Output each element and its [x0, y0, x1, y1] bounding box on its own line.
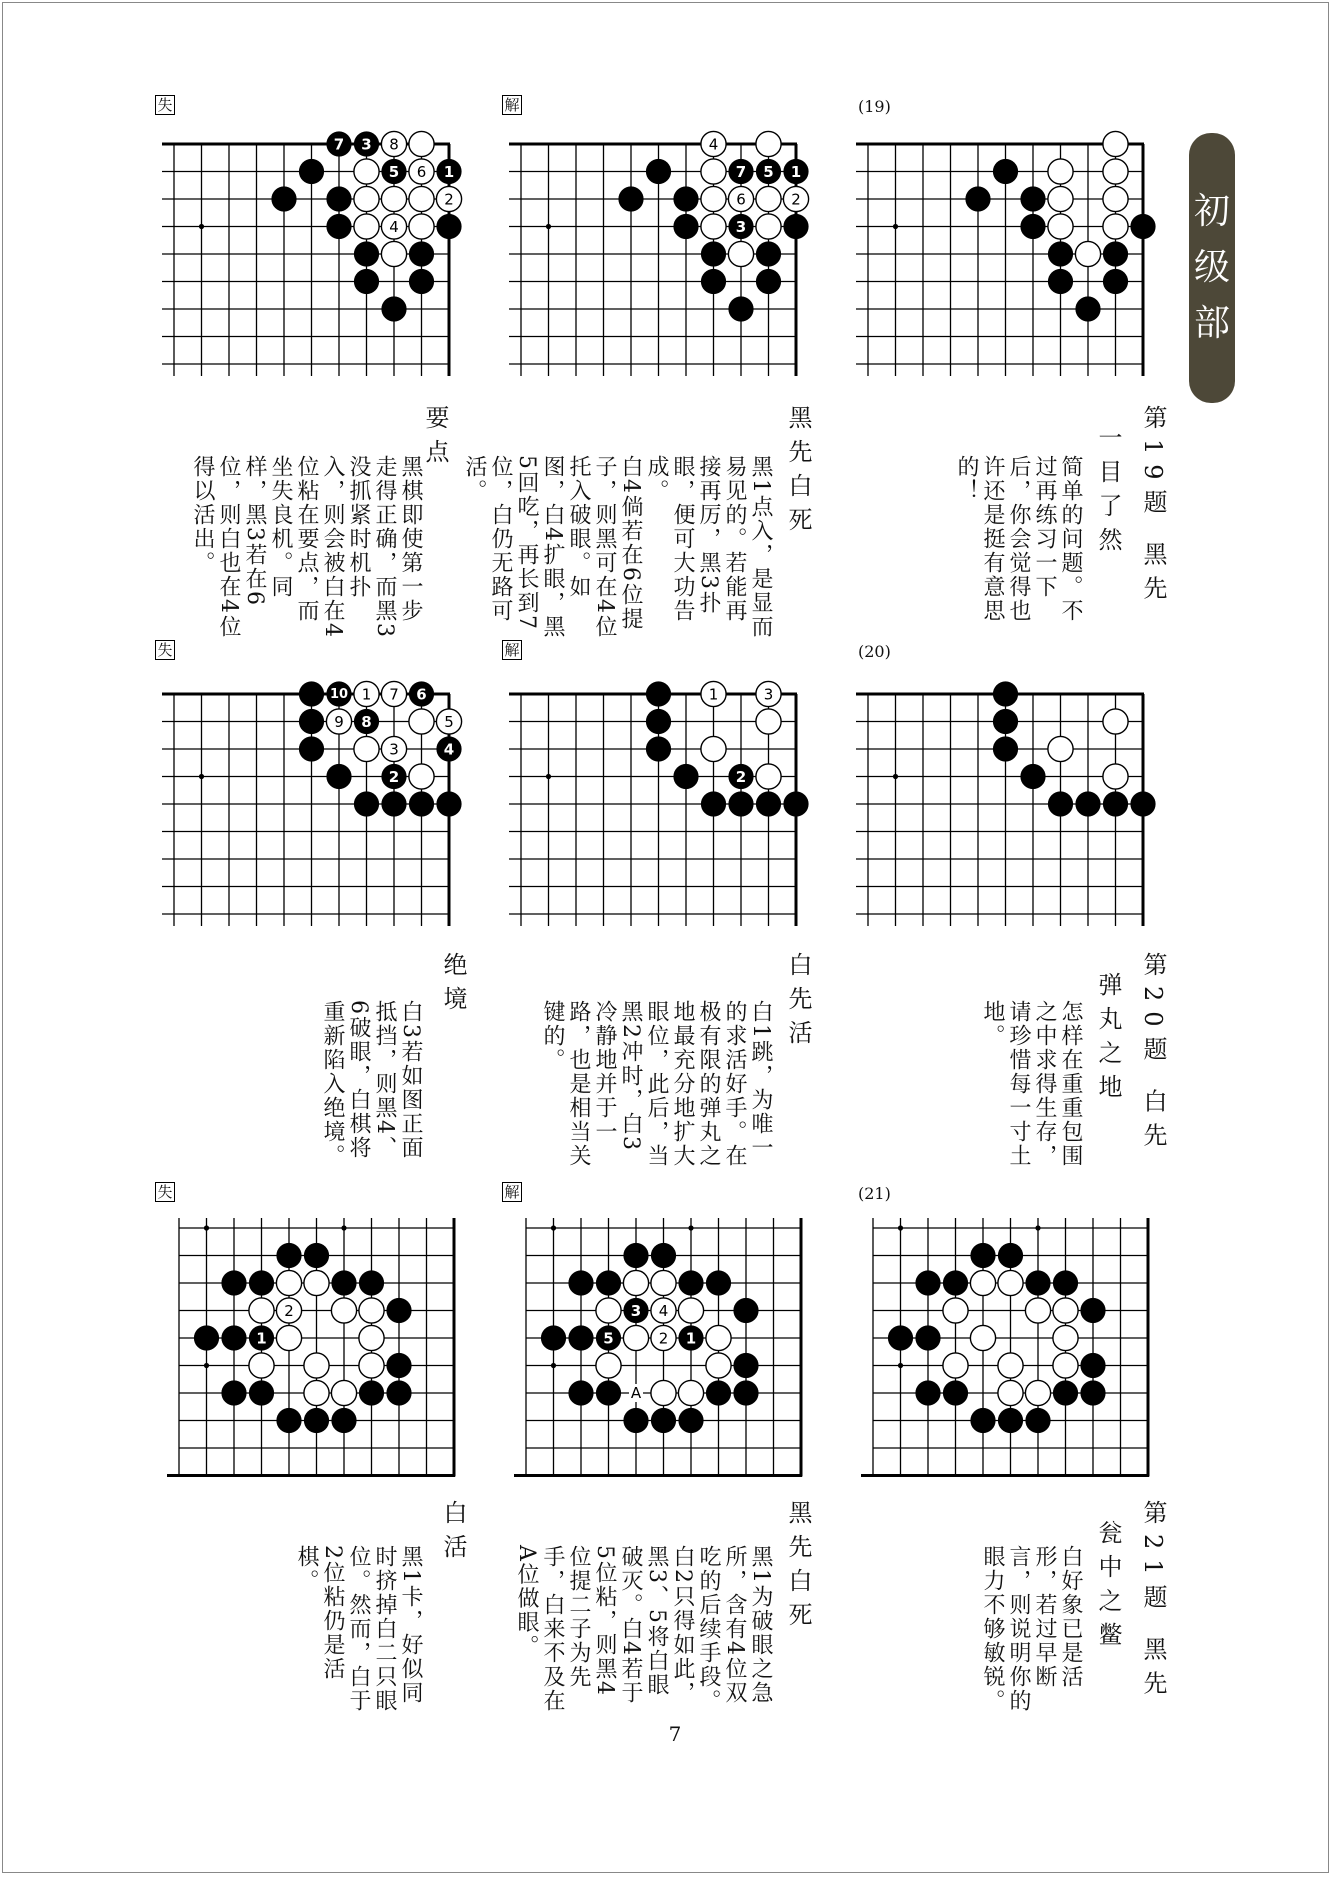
white-stone: [1048, 186, 1073, 211]
failure-heading: 绝境: [439, 952, 467, 1020]
black-stone: [354, 791, 379, 816]
black-stone: [1053, 1380, 1078, 1405]
section-tab: [1189, 133, 1235, 403]
black-stone: [276, 1408, 301, 1433]
black-stone: [993, 159, 1018, 184]
black-stone: [1025, 1270, 1050, 1295]
black-stone: [783, 791, 808, 816]
white-stone: [276, 1325, 301, 1350]
black-stone: [1020, 764, 1045, 789]
failure-label: 失: [155, 640, 175, 660]
black-stone: [706, 1380, 731, 1405]
white-stone: [1048, 736, 1073, 761]
black-stone: [221, 1380, 246, 1405]
move-number: 3: [763, 685, 774, 704]
white-stone: [1103, 159, 1128, 184]
black-stone: [409, 791, 434, 816]
black-stone: [304, 1408, 329, 1433]
problem-title: 第21题 黑先: [1139, 1500, 1167, 1705]
section-tab-char-3: 部: [1193, 303, 1230, 344]
black-stone: [783, 214, 808, 239]
black-stone: [359, 1270, 384, 1295]
white-stone: [409, 186, 434, 211]
problem-text: 白好象已是活形，若过早断言，则说明你的眼力不够敏锐。: [980, 1545, 1083, 1713]
white-stone: [1103, 131, 1128, 156]
white-stone: [678, 1380, 703, 1405]
black-stone: [194, 1325, 219, 1350]
white-stone: [728, 241, 753, 266]
black-stone: [386, 1353, 411, 1378]
white-stone: [409, 764, 434, 789]
black-stone: [728, 296, 753, 321]
black-stone: [271, 186, 296, 211]
white-stone: [381, 241, 406, 266]
black-stone: [304, 1243, 329, 1268]
white-stone: [359, 1325, 384, 1350]
solution-label: 解: [502, 640, 522, 660]
black-stone: [673, 186, 698, 211]
black-stone: [1075, 296, 1100, 321]
white-stone: [359, 1298, 384, 1323]
move-number: 3: [389, 740, 399, 759]
white-stone: [249, 1353, 274, 1378]
white-stone: [998, 1270, 1023, 1295]
move-number: 2: [444, 190, 454, 209]
black-stone: [221, 1270, 246, 1295]
black-stone: [359, 1380, 384, 1405]
black-stone: [623, 1408, 648, 1433]
black-stone: [331, 1408, 356, 1433]
white-stone: [596, 1353, 621, 1378]
white-stone: [409, 214, 434, 239]
black-stone: [409, 269, 434, 294]
white-stone: [651, 1380, 676, 1405]
black-stone: [568, 1380, 593, 1405]
problem-heading: 瓮中之鳖: [1094, 1520, 1122, 1656]
white-stone: [678, 1298, 703, 1323]
star-point: [551, 1363, 556, 1368]
black-stone: [299, 736, 324, 761]
solution-heading: 白先活: [784, 952, 812, 1054]
problem-heading: 弹丸之地: [1094, 972, 1122, 1108]
black-stone: [678, 1270, 703, 1295]
move-number: 3: [361, 135, 372, 154]
star-point: [204, 1363, 209, 1368]
move-number: 1: [361, 685, 372, 704]
black-stone: [733, 1380, 758, 1405]
white-stone: [409, 131, 434, 156]
move-number: 6: [416, 685, 427, 704]
black-stone: [646, 736, 671, 761]
move-number: 5: [444, 713, 454, 731]
black-stone: [1103, 241, 1128, 266]
black-stone: [381, 791, 406, 816]
black-stone: [943, 1380, 968, 1405]
go-diagram-19-failure: [168, 130, 468, 390]
white-stone: [943, 1353, 968, 1378]
white-stone: [1025, 1380, 1050, 1405]
failure-label: 失: [155, 95, 175, 115]
black-stone: [1103, 269, 1128, 294]
white-stone: [623, 1270, 648, 1295]
move-number: 4: [658, 1302, 669, 1320]
white-stone: [623, 1325, 648, 1350]
move-number: 6: [736, 190, 746, 209]
move-number: 3: [735, 218, 747, 236]
black-stone: [249, 1380, 274, 1405]
move-number: 6: [416, 163, 427, 181]
black-stone: [596, 1270, 621, 1295]
black-stone: [701, 791, 726, 816]
move-number: 1: [256, 1329, 267, 1348]
star-point: [898, 1363, 903, 1368]
point-label: A: [630, 1384, 642, 1402]
black-stone: [915, 1270, 940, 1295]
black-stone: [1048, 241, 1073, 266]
failure-text: 黑棋即使第一步走得正确，而黑3没抓紧时机扑入，则会被白在4位粘在要点，而坐失良机。同样，黑3若在6位，则白也在4位得以活出。: [190, 455, 423, 639]
white-stone: [1075, 241, 1100, 266]
go-diagram-19-solution: [515, 130, 815, 390]
white-stone: [331, 1380, 356, 1405]
problem-text: 简单的问题。不过再练习一下后，你会觉得也许还是挺有意思的！: [954, 455, 1083, 623]
black-stone: [221, 1325, 246, 1350]
black-stone: [733, 1298, 758, 1323]
black-stone: [618, 186, 643, 211]
white-stone: [998, 1380, 1023, 1405]
section-tab-char-2: 级: [1193, 247, 1230, 288]
white-stone: [943, 1298, 968, 1323]
white-stone: [756, 214, 781, 239]
white-stone: [756, 131, 781, 156]
white-stone: [596, 1298, 621, 1323]
star-point: [546, 224, 551, 229]
white-stone: [970, 1270, 995, 1295]
black-stone: [299, 709, 324, 734]
white-stone: [1103, 186, 1128, 211]
black-stone: [541, 1325, 566, 1350]
move-number: 10: [329, 687, 349, 702]
black-stone: [678, 1408, 703, 1433]
black-stone: [1048, 791, 1073, 816]
problem-title: 第19题 黑先: [1139, 405, 1167, 610]
black-stone: [993, 681, 1018, 706]
black-stone: [276, 1243, 301, 1268]
white-stone: [1053, 1353, 1078, 1378]
white-stone: [701, 186, 726, 211]
white-stone: [1025, 1298, 1050, 1323]
problem-tag: (19): [858, 97, 891, 116]
star-point: [893, 774, 898, 779]
black-stone: [888, 1325, 913, 1350]
star-point: [551, 1225, 556, 1230]
black-stone: [436, 214, 461, 239]
failure-label: 失: [155, 1182, 175, 1202]
black-stone: [965, 186, 990, 211]
star-point: [204, 1225, 209, 1230]
black-stone: [326, 186, 351, 211]
black-stone: [706, 1270, 731, 1295]
star-point: [893, 224, 898, 229]
black-stone: [1103, 791, 1128, 816]
white-stone: [381, 186, 406, 211]
black-stone: [596, 1380, 621, 1405]
black-stone: [728, 791, 753, 816]
go-diagram-21-problem: [869, 1220, 1169, 1470]
white-stone: [701, 159, 726, 184]
black-stone: [646, 159, 671, 184]
white-stone: [249, 1298, 274, 1323]
star-point: [898, 1225, 903, 1230]
problem-title: 第20题 白先: [1139, 952, 1167, 1157]
black-stone: [1080, 1353, 1105, 1378]
white-stone: [970, 1325, 995, 1350]
black-stone: [970, 1243, 995, 1268]
white-stone: [331, 1298, 356, 1323]
black-stone: [673, 764, 698, 789]
black-stone: [1130, 214, 1155, 239]
white-stone: [354, 736, 379, 761]
move-number: 1: [443, 163, 455, 181]
black-stone: [354, 241, 379, 266]
black-stone: [993, 709, 1018, 734]
white-stone: [701, 736, 726, 761]
move-number: 9: [334, 713, 344, 731]
move-number: 4: [389, 218, 399, 236]
move-number: 7: [333, 135, 345, 154]
black-stone: [568, 1325, 593, 1350]
go-diagram-21-failure: [175, 1220, 475, 1470]
black-stone: [326, 214, 351, 239]
black-stone: [331, 1270, 356, 1295]
move-number: 2: [735, 768, 747, 786]
white-stone: [756, 186, 781, 211]
white-stone: [756, 764, 781, 789]
black-stone: [381, 296, 406, 321]
solution-text: 黑1为破眼之急所，含有4位双吃的后续手段。白2只得如此，黑3、5将白眼破灭。白4若于5位粘，则黑4位提二子为先手，白来不及在A位做眼。: [514, 1545, 773, 1713]
white-stone: [304, 1380, 329, 1405]
black-stone: [386, 1298, 411, 1323]
problem-tag: (21): [858, 1184, 891, 1203]
white-stone: [1053, 1325, 1078, 1350]
star-point: [341, 1225, 346, 1230]
failure-text: 黑1卡，好似同时挤掉白二只眼位。然而，白于2位粘仍是活棋。: [294, 1545, 423, 1713]
go-diagram-20-solution: [515, 680, 815, 940]
black-stone: [993, 736, 1018, 761]
white-stone: [354, 214, 379, 239]
move-number: 2: [658, 1329, 669, 1348]
black-stone: [623, 1243, 648, 1268]
white-stone: [1103, 214, 1128, 239]
white-stone: [701, 214, 726, 239]
star-point: [199, 774, 204, 779]
black-stone: [436, 791, 461, 816]
white-stone: [409, 709, 434, 734]
black-stone: [646, 709, 671, 734]
white-stone: [1053, 1298, 1078, 1323]
move-number: 1: [708, 685, 719, 704]
white-stone: [706, 1353, 731, 1378]
black-stone: [299, 681, 324, 706]
black-stone: [733, 1353, 758, 1378]
black-stone: [756, 241, 781, 266]
black-stone: [756, 791, 781, 816]
black-stone: [701, 241, 726, 266]
white-stone: [354, 159, 379, 184]
black-stone: [1020, 186, 1045, 211]
black-stone: [915, 1380, 940, 1405]
page-number: 7: [668, 1722, 682, 1746]
star-point: [1035, 1225, 1040, 1230]
white-stone: [706, 1325, 731, 1350]
black-stone: [1080, 1298, 1105, 1323]
section-tab-char-1: 初: [1193, 191, 1230, 232]
white-stone: [304, 1353, 329, 1378]
move-number: 5: [603, 1329, 614, 1348]
star-point: [199, 224, 204, 229]
white-stone: [304, 1270, 329, 1295]
failure-text: 白3若如图正面抵挡，则黑4、6破眼，白棋将重新陷入绝境。: [320, 1000, 423, 1168]
solution-label: 解: [502, 95, 522, 115]
black-stone: [354, 269, 379, 294]
black-stone: [943, 1270, 968, 1295]
move-number: 5: [763, 163, 774, 181]
white-stone: [354, 186, 379, 211]
problem-tag: (20): [858, 642, 891, 661]
move-number: 2: [791, 190, 801, 209]
go-diagram-20-failure: [168, 680, 468, 940]
white-stone: [756, 709, 781, 734]
black-stone: [756, 269, 781, 294]
move-number: 2: [284, 1302, 294, 1320]
failure-heading: 白活: [439, 1500, 467, 1568]
move-number: 7: [735, 163, 747, 181]
move-number: 1: [790, 163, 802, 181]
black-stone: [249, 1270, 274, 1295]
black-stone: [673, 214, 698, 239]
move-number: 3: [630, 1302, 642, 1320]
black-stone: [386, 1380, 411, 1405]
black-stone: [1080, 1380, 1105, 1405]
solution-text: 黑1点入，是显而易见的。若能再接再厉，黑3扑眼，便可大功告成。 白4倘若在6位提子，则黑可在4位托入破眼。如图，白4扩眼，黑5回吃，再长到7位，白仍无路可活。: [462, 455, 773, 639]
black-stone: [651, 1243, 676, 1268]
failure-heading: 要点: [421, 405, 449, 473]
black-stone: [299, 159, 324, 184]
black-stone: [998, 1408, 1023, 1433]
black-stone: [1053, 1270, 1078, 1295]
black-stone: [701, 269, 726, 294]
black-stone: [1020, 214, 1045, 239]
black-stone: [568, 1270, 593, 1295]
problem-text: 怎样在重重包围之中求得生存，请珍惜每一寸土地。: [980, 1000, 1083, 1168]
black-stone: [1075, 791, 1100, 816]
black-stone: [1130, 791, 1155, 816]
go-diagram-21-solution: [522, 1220, 822, 1470]
move-number: 4: [443, 740, 455, 759]
white-stone: [998, 1353, 1023, 1378]
white-stone: [1048, 214, 1073, 239]
move-number: 8: [389, 135, 399, 154]
black-stone: [970, 1408, 995, 1433]
solution-text: 白1跳，为唯一的求活好手。在极有限的弹丸之地最充分地扩大眼位，此后，当黑2冲时，白3冷静地并于一路，也是相当关键的。: [540, 1000, 773, 1168]
white-stone: [1103, 709, 1128, 734]
move-number: 7: [389, 685, 399, 704]
black-stone: [915, 1325, 940, 1350]
black-stone: [1048, 269, 1073, 294]
black-stone: [1025, 1408, 1050, 1433]
go-diagram-19-problem: [862, 130, 1162, 390]
white-stone: [359, 1353, 384, 1378]
star-point: [546, 774, 551, 779]
move-number: 8: [361, 713, 372, 731]
solution-heading: 黑先白死: [784, 405, 812, 541]
move-number: 1: [685, 1329, 697, 1348]
white-stone: [651, 1270, 676, 1295]
black-stone: [998, 1243, 1023, 1268]
black-stone: [409, 241, 434, 266]
problem-heading: 一目了然: [1094, 425, 1122, 561]
black-stone: [326, 764, 351, 789]
move-number: 2: [388, 768, 400, 786]
go-diagram-20-problem: [862, 680, 1162, 940]
white-stone: [1103, 764, 1128, 789]
black-stone: [651, 1408, 676, 1433]
move-number: 4: [708, 135, 719, 154]
move-number: 5: [388, 163, 400, 181]
star-point: [688, 1225, 693, 1230]
black-stone: [646, 681, 671, 706]
white-stone: [276, 1270, 301, 1295]
solution-heading: 黑先白死: [784, 1500, 812, 1636]
solution-label: 解: [502, 1182, 522, 1202]
white-stone: [1048, 159, 1073, 184]
